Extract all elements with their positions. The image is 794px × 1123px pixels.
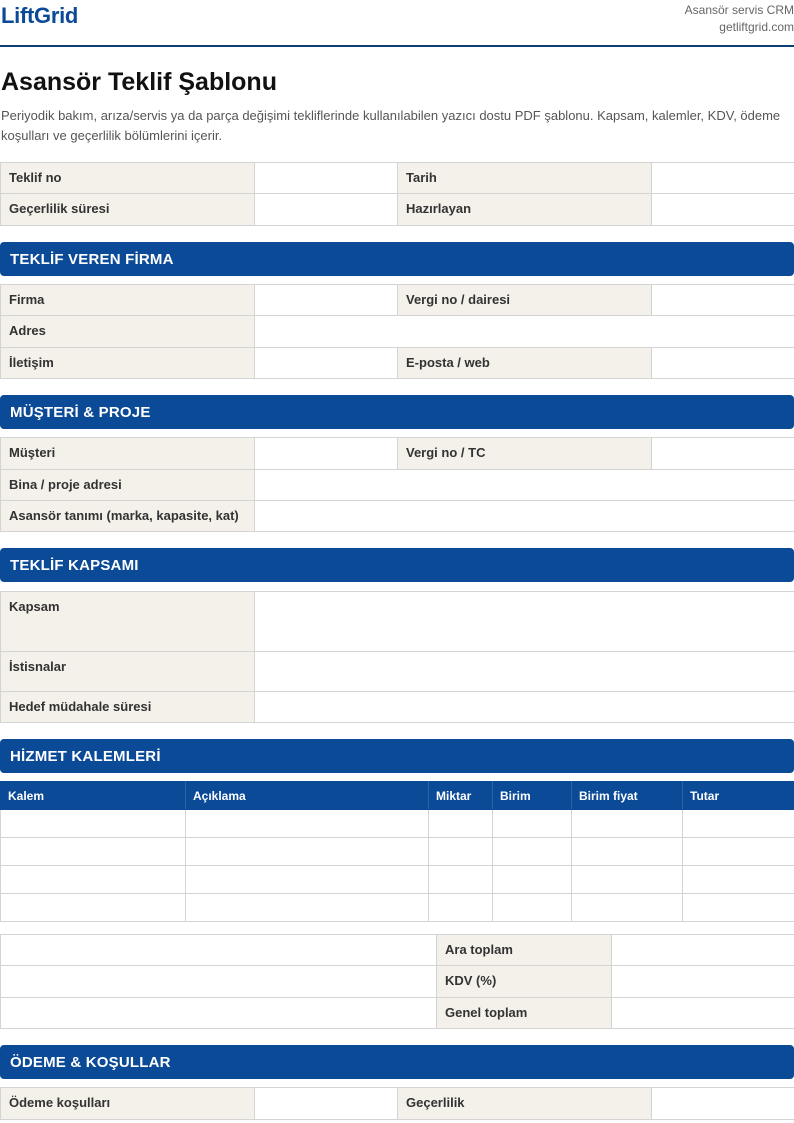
header-product-name: Asansör servis CRM bbox=[684, 3, 794, 17]
label-firma-vergi: Vergi no / dairesi bbox=[398, 285, 652, 316]
header-website-link[interactable]: getliftgrid.com bbox=[719, 20, 794, 34]
field-odeme-kosullari[interactable] bbox=[255, 1088, 398, 1120]
cell-kalem[interactable] bbox=[1, 866, 186, 894]
label-hedef-mudahale: Hedef müdahale süresi bbox=[1, 692, 255, 723]
label-genel-toplam: Genel toplam bbox=[437, 998, 612, 1029]
field-firma-vergi[interactable] bbox=[652, 285, 794, 316]
cell-aciklama[interactable] bbox=[186, 866, 429, 894]
label-iletisim: İletişim bbox=[1, 348, 255, 379]
field-teklif-no[interactable] bbox=[255, 163, 398, 194]
label-musteri: Müşteri bbox=[1, 438, 255, 470]
field-hazirlayan[interactable] bbox=[652, 194, 794, 226]
cell-miktar[interactable] bbox=[429, 810, 493, 838]
cell-aciklama[interactable] bbox=[186, 838, 429, 866]
column-header-tutar: Tutar bbox=[683, 782, 794, 810]
section-header-odeme: ÖDEME & KOŞULLAR bbox=[0, 1045, 794, 1079]
label-gecerlilik-suresi: Geçerlilik süresi bbox=[1, 194, 255, 226]
kapsam-table bbox=[0, 591, 794, 723]
column-header-birim-fiyat: Birim fiyat bbox=[572, 782, 683, 810]
field-adres[interactable] bbox=[255, 316, 794, 348]
column-header-kalem: Kalem bbox=[1, 782, 186, 810]
label-firma: Firma bbox=[1, 285, 255, 316]
cell-birim-fiyat[interactable] bbox=[572, 838, 683, 866]
field-istisnalar[interactable] bbox=[255, 652, 794, 692]
column-header-aciklama: Açıklama bbox=[186, 782, 429, 810]
field-musteri-vergi[interactable] bbox=[652, 438, 794, 470]
column-header-birim: Birim bbox=[493, 782, 572, 810]
totals-spacer bbox=[1, 935, 437, 966]
field-tarih[interactable] bbox=[652, 163, 794, 194]
cell-birim[interactable] bbox=[493, 838, 572, 866]
field-gecerlilik[interactable] bbox=[652, 1088, 794, 1120]
cell-aciklama[interactable] bbox=[186, 894, 429, 922]
field-asansor-tanimi[interactable] bbox=[255, 501, 794, 532]
cell-miktar[interactable] bbox=[429, 838, 493, 866]
field-hedef-mudahale[interactable] bbox=[255, 692, 794, 723]
field-musteri[interactable] bbox=[255, 438, 398, 470]
cell-tutar[interactable] bbox=[683, 838, 794, 866]
table-row bbox=[1, 838, 794, 866]
items-table bbox=[0, 781, 794, 922]
field-iletisim[interactable] bbox=[255, 348, 398, 379]
label-musteri-vergi: Vergi no / TC bbox=[398, 438, 652, 470]
table-row bbox=[1, 894, 794, 922]
table-row bbox=[1, 810, 794, 838]
field-bina-adresi[interactable] bbox=[255, 470, 794, 501]
label-adres: Adres bbox=[1, 316, 255, 348]
section-header-kalemler: HİZMET KALEMLERİ bbox=[0, 739, 794, 773]
cell-birim[interactable] bbox=[493, 894, 572, 922]
label-eposta: E-posta / web bbox=[398, 348, 652, 379]
cell-tutar[interactable] bbox=[683, 810, 794, 838]
odeme-table bbox=[0, 1087, 794, 1120]
cell-kalem[interactable] bbox=[1, 810, 186, 838]
brand-logo: LiftGrid bbox=[1, 3, 79, 28]
cell-birim-fiyat[interactable] bbox=[572, 810, 683, 838]
label-asansor-tanimi: Asansör tanımı (marka, kapasite, kat) bbox=[1, 501, 255, 532]
section-header-firma: TEKLİF VEREN FİRMA bbox=[0, 242, 794, 276]
cell-kalem[interactable] bbox=[1, 838, 186, 866]
section-header-musteri: MÜŞTERİ & PROJE bbox=[0, 395, 794, 429]
label-bina-adresi: Bina / proje adresi bbox=[1, 470, 255, 501]
cell-tutar[interactable] bbox=[683, 894, 794, 922]
label-istisnalar: İstisnalar bbox=[1, 652, 255, 692]
table-row bbox=[1, 866, 794, 894]
label-teklif-no: Teklif no bbox=[1, 163, 255, 194]
cell-miktar[interactable] bbox=[429, 894, 493, 922]
label-tarih: Tarih bbox=[398, 163, 652, 194]
label-kapsam: Kapsam bbox=[1, 592, 255, 652]
musteri-table bbox=[0, 437, 794, 532]
column-header-miktar: Miktar bbox=[429, 782, 493, 810]
page-description: Periyodik bakım, arıza/servis ya da parça değişimi tekliflerinde kullanılabilen yazıcı dostu PDF şablonu. Kapsam, kalemler, KDV, ödeme koşulları ve geçerlilik bölümlerini içerir. bbox=[1, 108, 781, 143]
page-header bbox=[0, 0, 794, 47]
totals-table bbox=[0, 934, 794, 1029]
cell-tutar[interactable] bbox=[683, 866, 794, 894]
field-genel-toplam[interactable] bbox=[612, 998, 794, 1029]
label-gecerlilik: Geçerlilik bbox=[398, 1088, 652, 1120]
firma-table bbox=[0, 284, 794, 379]
label-odeme-kosullari: Ödeme koşulları bbox=[1, 1088, 255, 1120]
totals-spacer bbox=[1, 966, 437, 998]
cell-birim[interactable] bbox=[493, 810, 572, 838]
totals-spacer bbox=[1, 998, 437, 1029]
meta-table bbox=[0, 162, 794, 226]
cell-birim-fiyat[interactable] bbox=[572, 866, 683, 894]
field-kdv[interactable] bbox=[612, 966, 794, 998]
field-eposta[interactable] bbox=[652, 348, 794, 379]
cell-kalem[interactable] bbox=[1, 894, 186, 922]
field-ara-toplam[interactable] bbox=[612, 935, 794, 966]
section-header-kapsam: TEKLİF KAPSAMI bbox=[0, 548, 794, 582]
label-ara-toplam: Ara toplam bbox=[437, 935, 612, 966]
header-meta bbox=[685, 2, 794, 36]
cell-birim[interactable] bbox=[493, 866, 572, 894]
field-gecerlilik-suresi[interactable] bbox=[255, 194, 398, 226]
label-hazirlayan: Hazırlayan bbox=[398, 194, 652, 226]
field-kapsam[interactable] bbox=[255, 592, 794, 652]
cell-miktar[interactable] bbox=[429, 866, 493, 894]
cell-aciklama[interactable] bbox=[186, 810, 429, 838]
field-firma[interactable] bbox=[255, 285, 398, 316]
label-kdv: KDV (%) bbox=[437, 966, 612, 998]
cell-birim-fiyat[interactable] bbox=[572, 894, 683, 922]
page-title: Asansör Teklif Şablonu bbox=[1, 68, 277, 96]
